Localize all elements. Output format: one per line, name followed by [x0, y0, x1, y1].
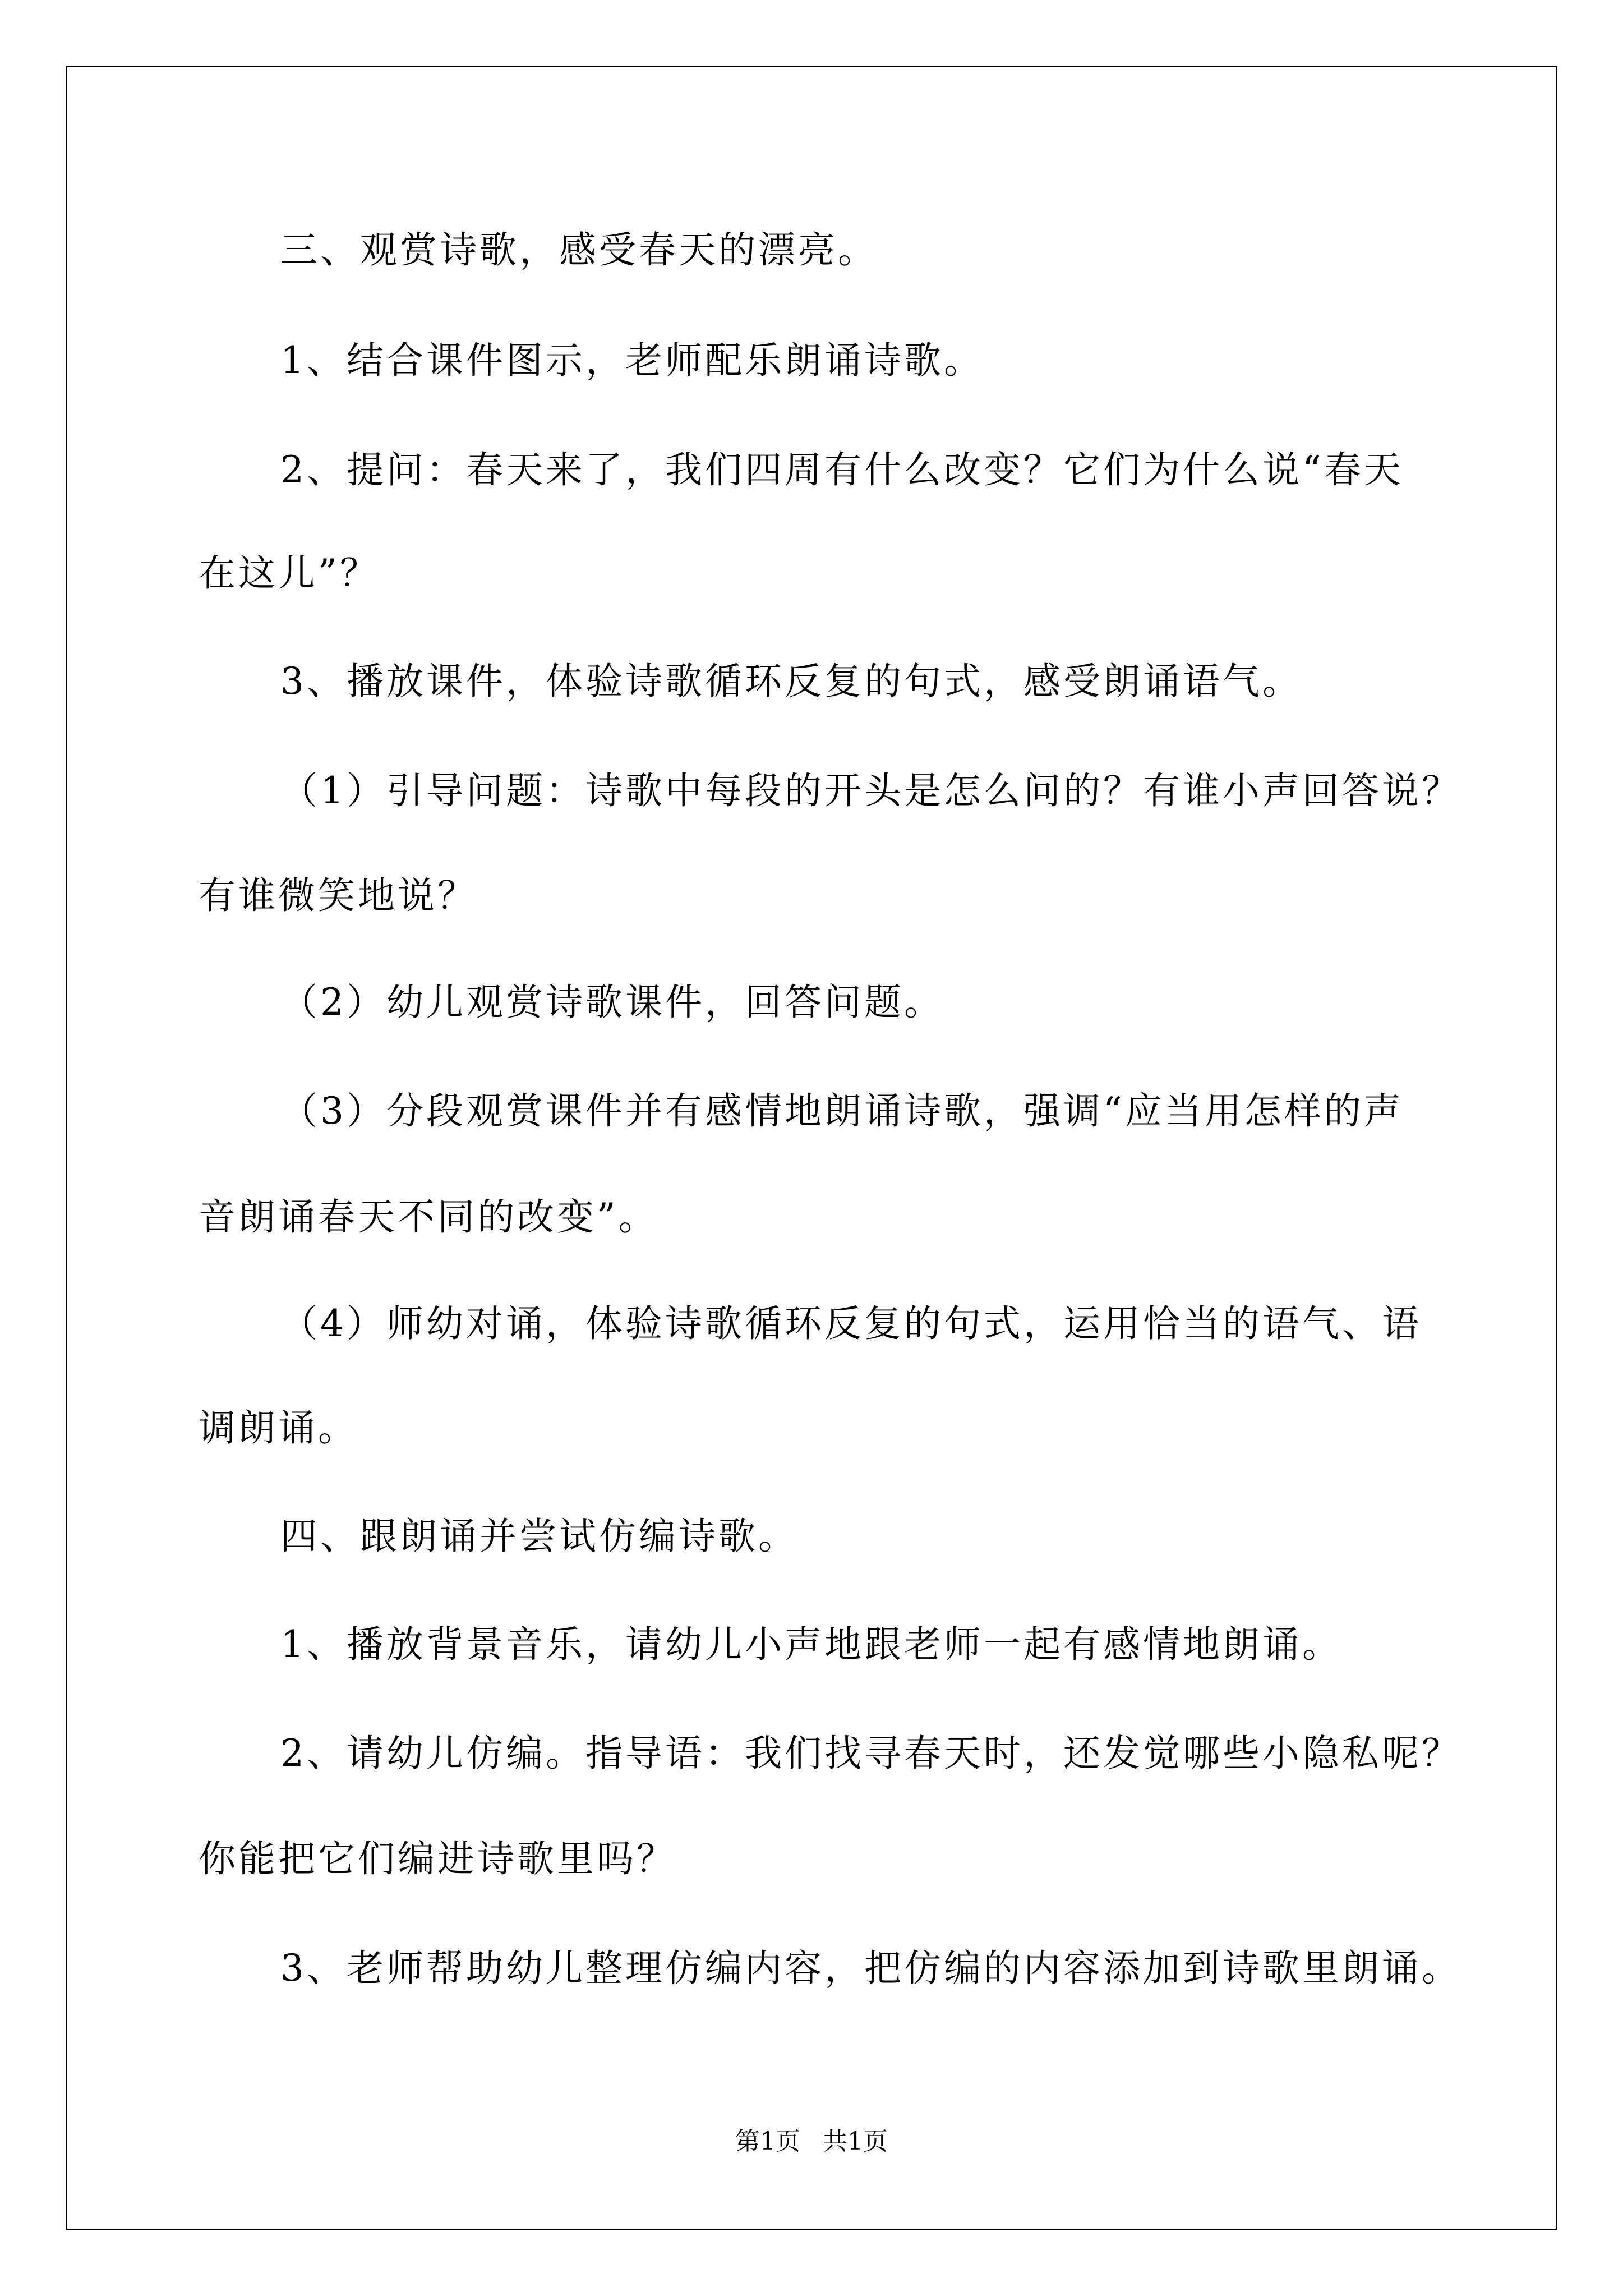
paragraph-continuation: 音朗诵春天不同的改变”。 — [199, 1195, 658, 1239]
paragraph: 3、播放课件，体验诗歌循环反复的句式，感受朗诵语气。 — [280, 660, 1302, 703]
paragraph: （3）分段观赏课件并有感情地朗诵诗歌，强调“应当用怎样的声 — [280, 1089, 1404, 1133]
paragraph-continuation: 你能把它们编进诗歌里吗？ — [199, 1837, 676, 1880]
paragraph-continuation: 有谁微笑地说？ — [199, 874, 477, 917]
page-footer — [0, 2128, 1623, 2156]
page-number: 第1页 — [735, 2127, 800, 2156]
paragraph-continuation: 调朗诵。 — [199, 1406, 358, 1450]
paragraph: 1、播放背景音乐，请幼儿小声地跟老师一起有感情地朗诵。 — [280, 1623, 1342, 1666]
section-heading-4: 四、跟朗诵并尝试仿编诗歌。 — [280, 1515, 798, 1558]
paragraph: 3、老师帮助幼儿整理仿编内容，把仿编的内容添加到诗歌里朗诵。 — [280, 1947, 1461, 1990]
page-total: 共1页 — [823, 2127, 888, 2156]
paragraph: 1、结合课件图示，老师配乐朗诵诗歌。 — [280, 339, 984, 382]
paragraph: （1）引导问题：诗歌中每段的开头是怎么问的？有谁小声回答说？ — [280, 769, 1461, 812]
paragraph-continuation: 在这儿”？ — [199, 551, 380, 595]
page-border — [66, 66, 1557, 2230]
paragraph: 2、请幼儿仿编。指导语：我们找寻春天时，还发觉哪些小隐私呢？ — [280, 1732, 1461, 1775]
section-heading-3: 三、观赏诗歌，感受春天的漂亮。 — [280, 228, 878, 272]
paragraph: （4）师幼对诵，体验诗歌循环反复的句式，运用恰当的语气、语 — [280, 1302, 1422, 1345]
paragraph: （2）幼儿观赏诗歌课件，回答问题。 — [280, 981, 944, 1024]
paragraph: 2、提问：春天来了，我们四周有什么改变？它们为什么说“春天 — [280, 448, 1404, 491]
